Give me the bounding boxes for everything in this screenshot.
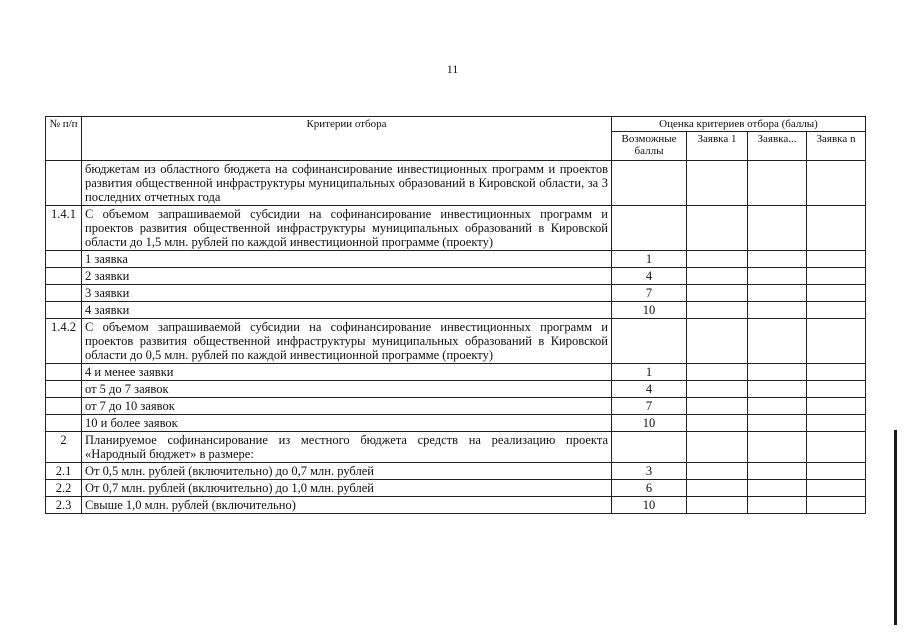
row-application-1 (687, 480, 748, 497)
row-application-n (807, 497, 866, 514)
criteria-table (45, 116, 866, 514)
row-number: 2.3 (46, 497, 82, 514)
row-criterion: 10 и более заявок (82, 415, 612, 432)
row-application-dots (748, 398, 807, 415)
row-possible-score: 10 (612, 415, 687, 432)
row-application-dots (748, 302, 807, 319)
row-application-1 (687, 463, 748, 480)
row-criterion: 4 заявки (82, 302, 612, 319)
row-number (46, 285, 82, 302)
row-application-1 (687, 319, 748, 364)
table-row (46, 161, 866, 206)
row-application-n (807, 302, 866, 319)
row-application-dots (748, 251, 807, 268)
row-criterion: С объемом запрашиваемой субсидии на софинансирование инвестиционных программ и проектов развития общественной инфраструктуры муниципальных образований в Кировской области до 1,5 млн. рублей по каждой инвестиционной программе (проекту) (82, 206, 612, 251)
table-row (46, 432, 866, 463)
table-row (46, 415, 866, 432)
row-application-1 (687, 161, 748, 206)
row-application-n (807, 319, 866, 364)
row-application-n (807, 161, 866, 206)
table-row (46, 302, 866, 319)
row-application-n (807, 415, 866, 432)
row-number (46, 415, 82, 432)
row-application-n (807, 480, 866, 497)
header-evaluation: Оценка критериев отбора (баллы) (612, 117, 866, 132)
header-num: № п/п (46, 117, 82, 161)
row-criterion: бюджетам из областного бюджета на софинансирование инвестиционных программ и проектов развития общественной инфраструктуры муниципальных образований в Кировской области, за 3 последних отчетных года (82, 161, 612, 206)
row-application-1 (687, 251, 748, 268)
table-row (46, 319, 866, 364)
table-row (46, 381, 866, 398)
row-application-n (807, 364, 866, 381)
table-row (46, 251, 866, 268)
row-application-dots (748, 364, 807, 381)
row-application-n (807, 206, 866, 251)
row-application-dots (748, 463, 807, 480)
row-possible-score (612, 161, 687, 206)
row-application-dots (748, 268, 807, 285)
row-possible-score: 4 (612, 268, 687, 285)
row-application-n (807, 268, 866, 285)
row-criterion: Планируемое софинансирование из местного бюджета средств на реализацию проекта «Народный бюджет» в размере: (82, 432, 612, 463)
row-number: 2.1 (46, 463, 82, 480)
row-possible-score (612, 432, 687, 463)
row-possible-score: 1 (612, 251, 687, 268)
row-number (46, 161, 82, 206)
row-criterion: От 0,5 млн. рублей (включительно) до 0,7 млн. рублей (82, 463, 612, 480)
row-number (46, 398, 82, 415)
row-possible-score: 3 (612, 463, 687, 480)
row-application-1 (687, 497, 748, 514)
row-application-dots (748, 480, 807, 497)
row-number (46, 302, 82, 319)
row-application-1 (687, 206, 748, 251)
table-row (46, 364, 866, 381)
row-application-1 (687, 415, 748, 432)
row-number: 2 (46, 432, 82, 463)
row-application-1 (687, 302, 748, 319)
row-application-n (807, 432, 866, 463)
row-application-dots (748, 161, 807, 206)
row-number (46, 268, 82, 285)
header-application-1: Заявка 1 (687, 132, 748, 161)
row-application-dots (748, 285, 807, 302)
row-criterion: 4 и менее заявки (82, 364, 612, 381)
header-criteria: Критерии отбора (82, 117, 612, 161)
row-criterion: Свыше 1,0 млн. рублей (включительно) (82, 497, 612, 514)
header-row-1 (46, 117, 866, 132)
row-application-n (807, 285, 866, 302)
table-row (46, 285, 866, 302)
table-row (46, 206, 866, 251)
row-application-dots (748, 381, 807, 398)
row-application-1 (687, 268, 748, 285)
row-number (46, 251, 82, 268)
row-application-dots (748, 415, 807, 432)
table-row (46, 398, 866, 415)
page-number: 11 (446, 62, 459, 76)
row-possible-score: 10 (612, 302, 687, 319)
header-application-n: Заявка n (807, 132, 866, 161)
row-possible-score: 7 (612, 398, 687, 415)
row-possible-score: 4 (612, 381, 687, 398)
header-possible-points: Возможные баллы (612, 132, 687, 161)
row-application-dots (748, 432, 807, 463)
row-criterion: 3 заявки (82, 285, 612, 302)
row-criterion: С объемом запрашиваемой субсидии на софинансирование инвестиционных программ и проектов развития общественной инфраструктуры муниципальных образований в Кировской области до 0,5 млн. рублей по каждой инвестиционной программе (проекту) (82, 319, 612, 364)
row-application-dots (748, 319, 807, 364)
row-application-1 (687, 398, 748, 415)
row-possible-score: 1 (612, 364, 687, 381)
table-row (46, 463, 866, 480)
row-application-n (807, 398, 866, 415)
row-possible-score: 6 (612, 480, 687, 497)
row-criterion: От 0,7 млн. рублей (включительно) до 1,0 млн. рублей (82, 480, 612, 497)
row-number (46, 381, 82, 398)
row-number: 1.4.1 (46, 206, 82, 251)
header-application-dots: Заявка... (748, 132, 807, 161)
row-possible-score (612, 319, 687, 364)
table-row (46, 497, 866, 514)
row-application-1 (687, 285, 748, 302)
scan-edge-mark (894, 430, 897, 625)
row-application-n (807, 381, 866, 398)
row-possible-score: 10 (612, 497, 687, 514)
table-row (46, 480, 866, 497)
row-number (46, 364, 82, 381)
row-number: 1.4.2 (46, 319, 82, 364)
row-application-1 (687, 381, 748, 398)
row-possible-score (612, 206, 687, 251)
row-application-n (807, 463, 866, 480)
row-criterion: 2 заявки (82, 268, 612, 285)
row-application-1 (687, 432, 748, 463)
row-application-dots (748, 206, 807, 251)
row-number: 2.2 (46, 480, 82, 497)
row-possible-score: 7 (612, 285, 687, 302)
row-criterion: 1 заявка (82, 251, 612, 268)
row-criterion: от 7 до 10 заявок (82, 398, 612, 415)
row-application-dots (748, 497, 807, 514)
row-application-1 (687, 364, 748, 381)
table-row (46, 268, 866, 285)
row-application-n (807, 251, 866, 268)
table-body (46, 161, 866, 514)
row-criterion: от 5 до 7 заявок (82, 381, 612, 398)
